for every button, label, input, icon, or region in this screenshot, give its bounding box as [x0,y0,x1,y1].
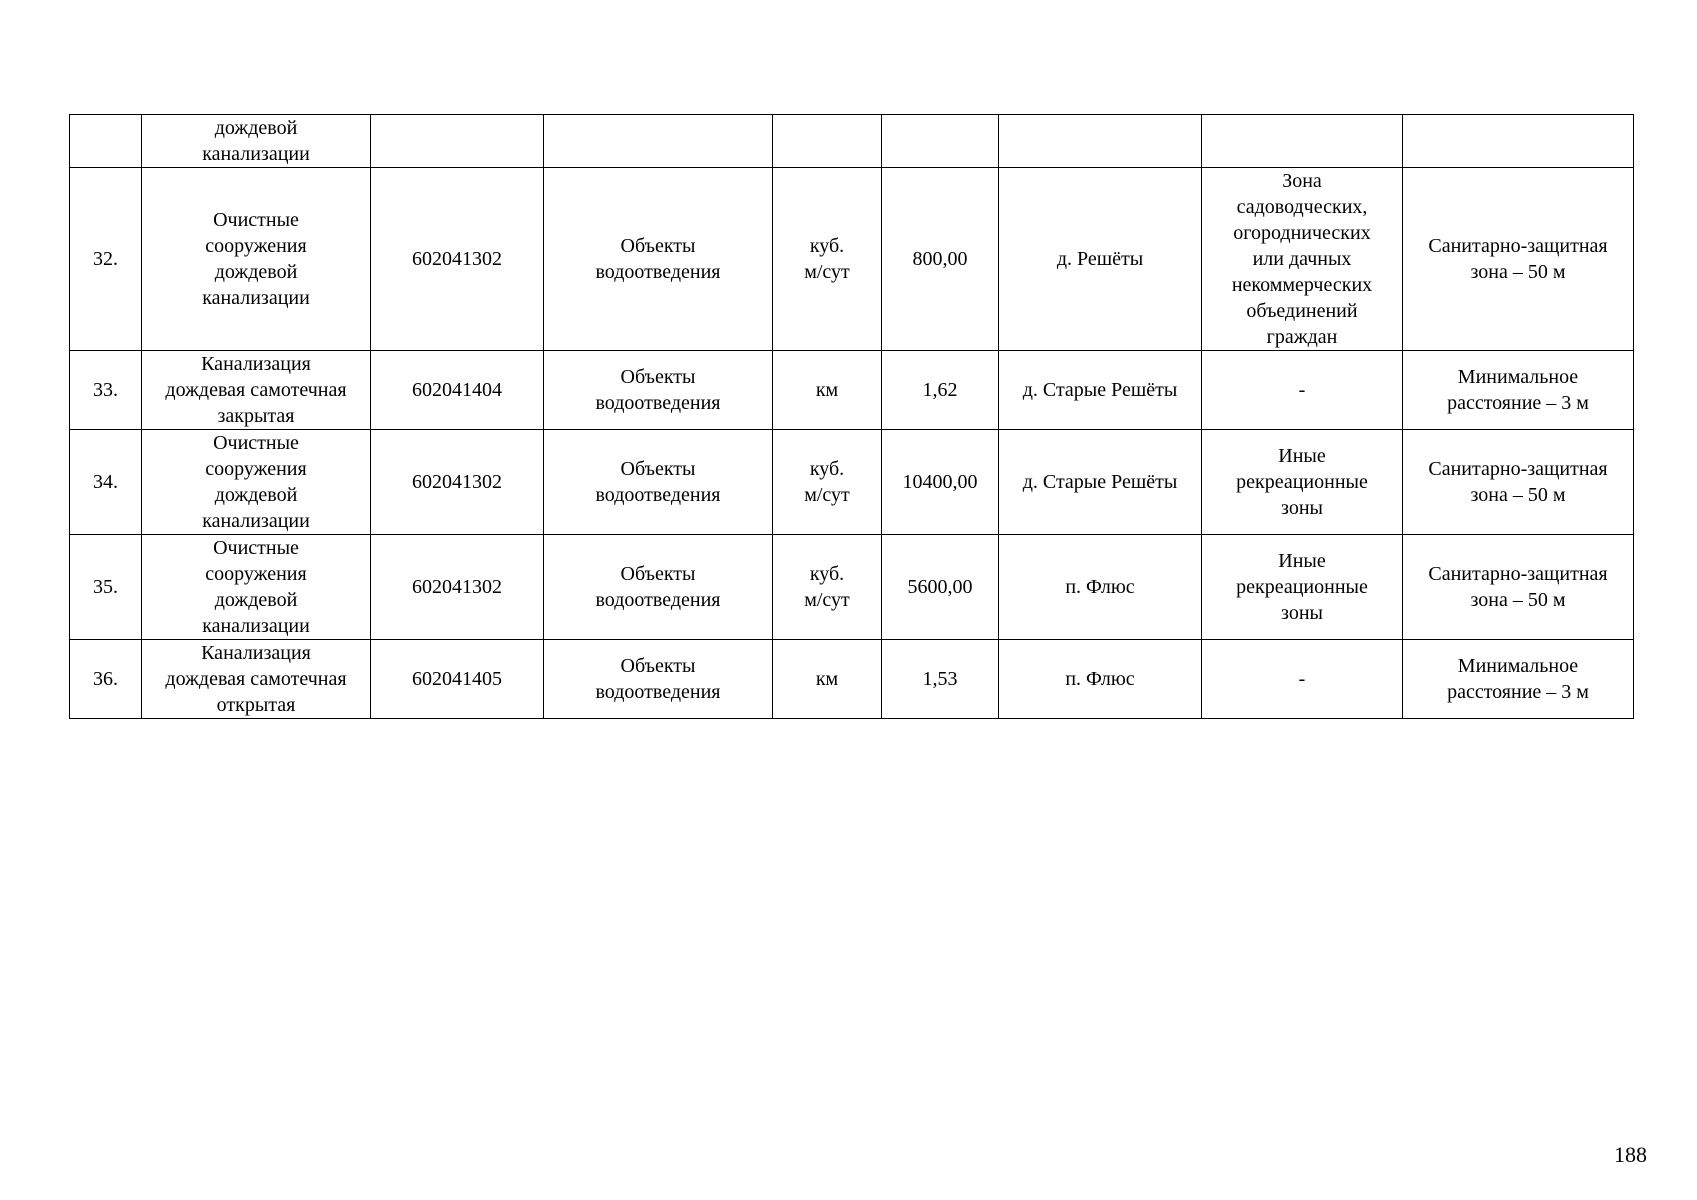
object-type-cell: Объекты водоотведения [544,640,773,719]
restriction-cell: Санитарно-защитная зона – 50 м [1403,168,1634,351]
location-cell: п. Флюс [999,535,1202,640]
restriction-cell: Минимальное расстояние – 3 м [1403,640,1634,719]
value-cell [882,115,999,168]
value-cell: 5600,00 [882,535,999,640]
table-row [70,115,1634,168]
unit-cell: куб. м/сут [773,430,882,535]
restriction-cell: Санитарно-защитная зона – 50 м [1403,430,1634,535]
value-cell: 10400,00 [882,430,999,535]
object-type-cell: Объекты водоотведения [544,351,773,430]
table-row [70,351,1634,430]
object-type-cell [544,115,773,168]
unit-cell: км [773,351,882,430]
object-name-cell: Очистные сооружения дождевой канализации [142,535,371,640]
value-cell: 1,62 [882,351,999,430]
zone-cell: - [1202,640,1403,719]
unit-cell: км [773,640,882,719]
object-code-cell: 602041404 [371,351,544,430]
table-row [70,430,1634,535]
table-row [70,535,1634,640]
zone-cell: Зона садоводческих, огороднических или дачных некоммерческих объединений граждан [1202,168,1403,351]
object-code-cell: 602041302 [371,535,544,640]
table-row [70,168,1634,351]
zone-cell: Иные рекреационные зоны [1202,535,1403,640]
location-cell: д. Старые Решёты [999,351,1202,430]
row-number-cell: 36. [70,640,142,719]
object-code-cell [371,115,544,168]
location-cell: д. Решёты [999,168,1202,351]
location-cell: д. Старые Решёты [999,430,1202,535]
location-cell: п. Флюс [999,640,1202,719]
zone-cell: - [1202,351,1403,430]
row-number-cell: 33. [70,351,142,430]
restriction-cell: Минимальное расстояние – 3 м [1403,351,1634,430]
object-code-cell: 602041302 [371,430,544,535]
object-name-cell: дождевой канализации [142,115,371,168]
row-number-cell [70,115,142,168]
zone-cell: Иные рекреационные зоны [1202,430,1403,535]
value-cell: 1,53 [882,640,999,719]
zone-cell [1202,115,1403,168]
row-number-cell: 35. [70,535,142,640]
row-number-cell: 32. [70,168,142,351]
object-type-cell: Объекты водоотведения [544,430,773,535]
object-code-cell: 602041405 [371,640,544,719]
object-name-cell: Канализация дождевая самотечная закрытая [142,351,371,430]
object-name-cell: Очистные сооружения дождевой канализации [142,430,371,535]
value-cell: 800,00 [882,168,999,351]
object-name-cell: Канализация дождевая самотечная открытая [142,640,371,719]
table-row [70,640,1634,719]
unit-cell [773,115,882,168]
unit-cell: куб. м/сут [773,535,882,640]
restriction-cell: Санитарно-защитная зона – 50 м [1403,535,1634,640]
facilities-table [69,114,1634,719]
row-number-cell: 34. [70,430,142,535]
unit-cell: куб. м/сут [773,168,882,351]
object-code-cell: 602041302 [371,168,544,351]
page-number: 188 [1614,1142,1647,1167]
object-name-cell: Очистные сооружения дождевой канализации [142,168,371,351]
restriction-cell [1403,115,1634,168]
object-type-cell: Объекты водоотведения [544,168,773,351]
location-cell [999,115,1202,168]
object-type-cell: Объекты водоотведения [544,535,773,640]
